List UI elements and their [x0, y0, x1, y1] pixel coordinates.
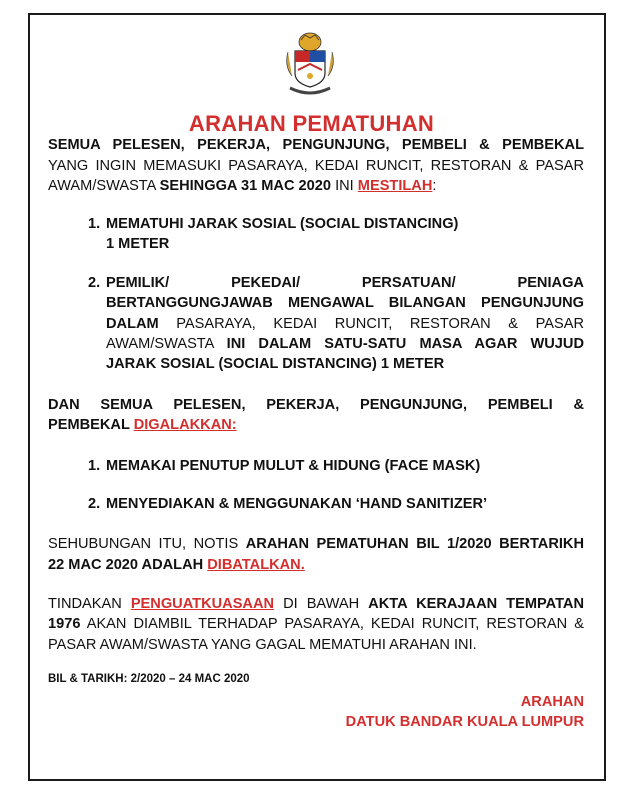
intro-line-2: YANG INGIN MEMASUKI PASARAYA, KEDAI RUNCIT, RESTORAN & PASAR [48, 158, 584, 174]
item-2-number: 2. [88, 275, 101, 291]
enforce-line-2: 1976 AKAN DIAMBIL TERHADAP PASARAYA, KEDAI RUNCIT, RESTORAN & [48, 616, 584, 632]
item-1-line-2: 1 METER [106, 236, 170, 252]
item-4-text: MENYEDIAKAN & MENGGUNAKAN ‘HAND SANITIZER’ [106, 496, 488, 512]
item-2-line-3: DALAM PASARAYA, KEDAI RUNCIT, RESTORAN & PASAR [106, 316, 584, 332]
item-2-line-1: PEMILIK/ PEKEDAI/ PERSATUAN/ PENIAGA [106, 275, 584, 291]
kuala-lumpur-crest-icon [282, 30, 338, 102]
item-1-line-1: MEMATUHI JARAK SOSIAL (SOCIAL DISTANCING) [106, 216, 459, 232]
signature-line-1: ARAHAN [520, 694, 584, 710]
encourage-line-2: PEMBEKAL DIGALAKKAN: [48, 417, 237, 433]
item-3-text: MEMAKAI PENUTUP MULUT & HIDUNG (FACE MASK) [106, 458, 481, 474]
encourage-line-1: DAN SEMUA PELESEN, PEKERJA, PENGUNJUNG, PEMBELI & [48, 397, 584, 413]
item-2-line-2: BERTANGGUNGJAWAB MENGAWAL BILANGAN PENGUNJUNG [106, 295, 584, 311]
enforce-line-1: TINDAKAN PENGUATKUASAAN DI BAWAH AKTA KERAJAAN TEMPATAN [48, 596, 585, 612]
item-2-line-4: AWAM/SWASTA INI DALAM SATU-SATU MASA AGAR WUJUD [106, 336, 584, 352]
item-3-number: 1. [88, 458, 101, 474]
notice-title: ARAHAN PEMATUHAN [188, 111, 435, 136]
cancel-line-2: 22 MAC 2020 ADALAH DIBATALKAN. [48, 557, 305, 573]
intro-line-1: SEMUA PELESEN, PEKERJA, PENGUNJUNG, PEMBELI & PEMBEKAL [48, 137, 584, 153]
item-1-number: 1. [88, 216, 101, 232]
item-4-number: 2. [88, 496, 101, 512]
enforce-line-3: PASAR AWAM/SWASTA YANG GAGAL MEMATUHI ARAHAN INI. [48, 637, 477, 653]
signature-line-2: DATUK BANDAR KUALA LUMPUR [345, 714, 584, 730]
item-2-line-5: JARAK SOSIAL (SOCIAL DISTANCING) 1 METER [106, 356, 445, 372]
intro-line-3: AWAM/SWASTA SEHINGGA 31 MAC 2020 INI MESTILAH: [48, 178, 437, 194]
cancel-line-1: SEHUBUNGAN ITU, NOTIS ARAHAN PEMATUHAN BIL 1/2020 BERTARIKH [48, 536, 585, 552]
reference-number: BIL & TARIKH: 2/2020 – 24 MAC 2020 [48, 673, 250, 685]
